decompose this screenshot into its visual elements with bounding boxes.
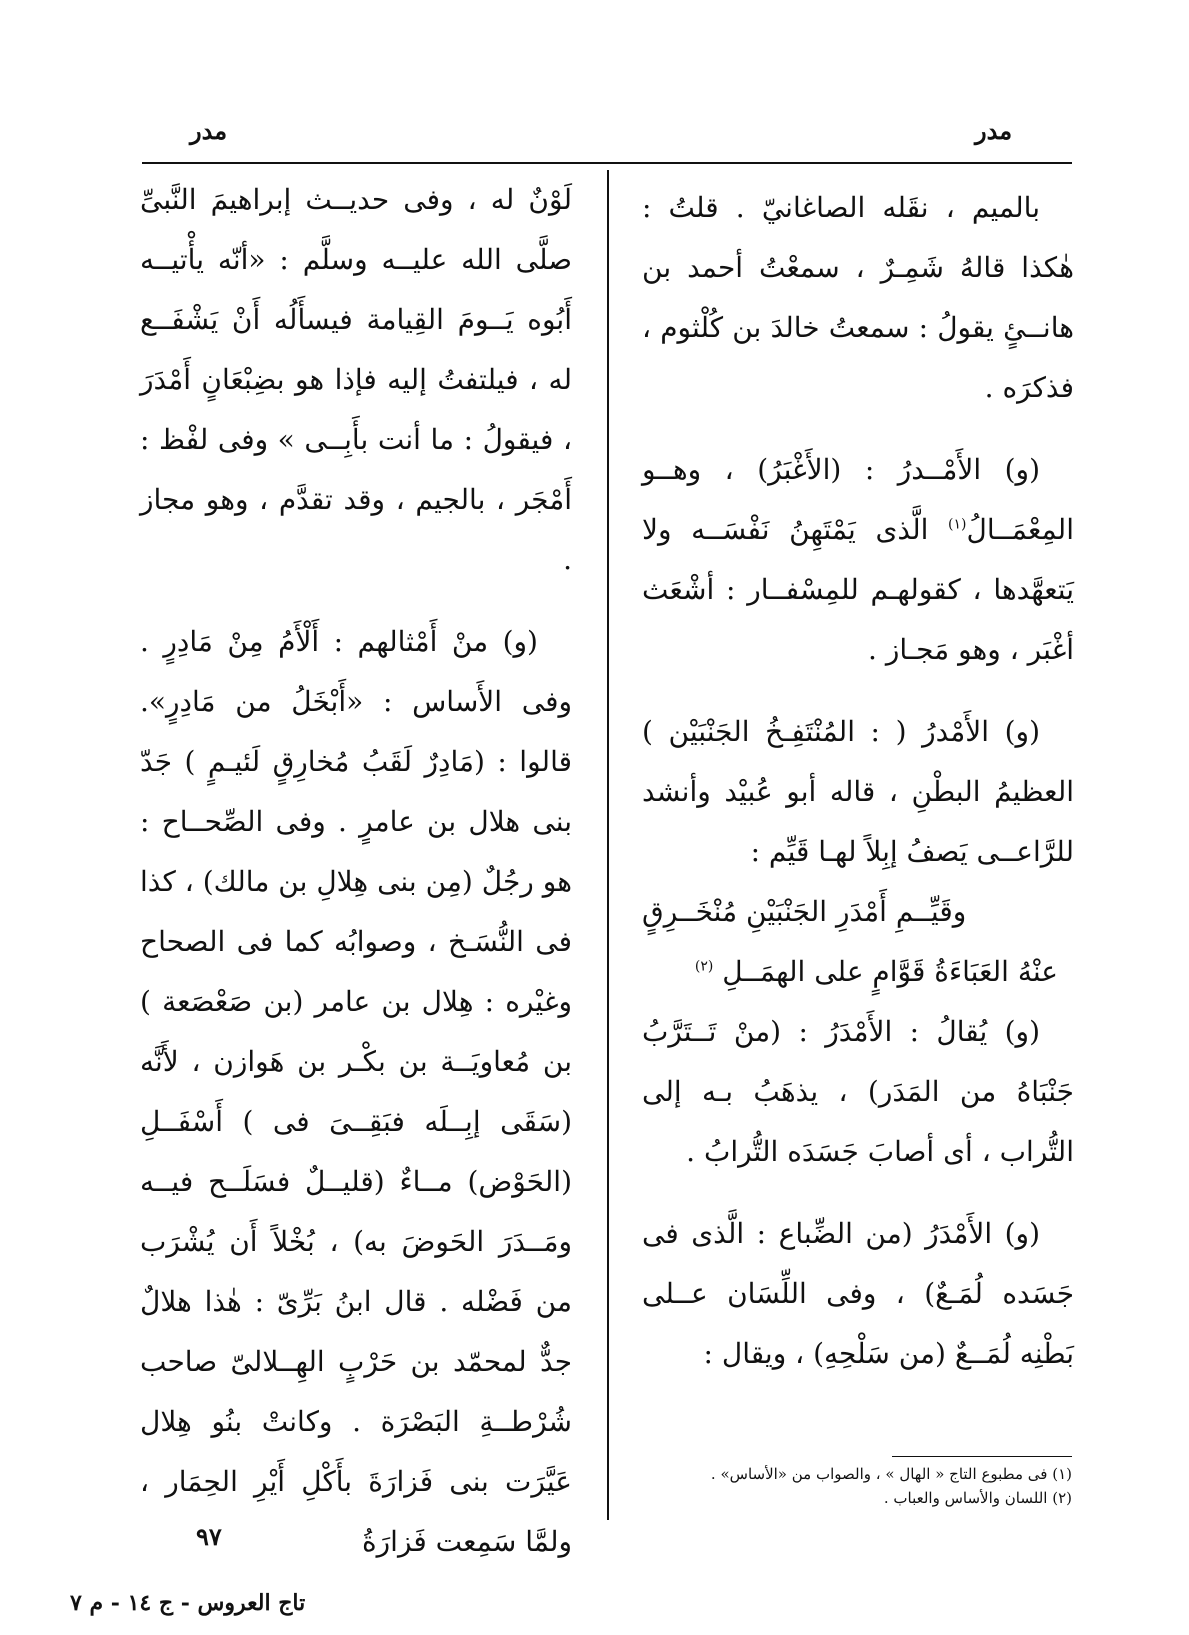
- paragraph-hadith-ibrahim: لَوْنٌ له ، وفى حديــث إبراهيمَ النَّبىِّ صلَّى الله عليــه وسلَّم : «أنّه يأْتيــه أَبُوه يَــومَ القِيامة فيسأَلُه أَنْ يَشْفَــع له ، فيلتفتُ إليه فإذا هو بضِبْعَانٍ أَمْدَرَ ، فيقولُ : ما أنت بأَبِــى » وفى لفْظ : أَمْجَر ، بالجيم ، وقد تقدَّم ، وهو مجاز .: [140, 183, 572, 576]
- entry-text: (و) الأَمْــدرُ : (الأَغْبَرُ) ، وهــو المِعْمَــالُ: [642, 453, 1074, 546]
- footnote-rule: [892, 1456, 1072, 1457]
- page-number: ٩٧: [196, 1522, 222, 1551]
- paragraph-bilmim: بالميم ، نقَله الصاغانيّ . قلتُ : هٰكذا قالهُ شَمِـرٌ ، سمعْتُ أحمد بن هانــئٍ يقولُ : سمعتُ خالدَ بن كُلْثوم ، فذكرَه .: [642, 191, 1074, 404]
- footnote-1: (١) فى مطبوع التاج « الهال » ، والصواب من «الأساس» .: [710, 1465, 1072, 1483]
- paragraph-min-tatarrab: (و) يُقالُ : الأَمْدَرُ : (منْ تَــتَرَّبُ جَنْبَاهُ من المَدَر) ، يذهَبُ بـه إلى التُّراب ، أى أصابَ جَسَدَه التُّرابُ .: [642, 1015, 1074, 1168]
- paragraph-gap: [140, 590, 572, 612]
- poem-hemistich-1: وقَيِّــمِ أَمْدَرِ الجَنْبَيْنِ مُنْخَــرِقٍ: [642, 895, 967, 928]
- paragraph-al-amdar-aghbar: [642, 440, 1074, 680]
- paragraph-gap: [642, 1182, 1074, 1204]
- paragraph-min-al-dhiba: (و) الأَمْدَرُ (من الضِّباع : الَّذى فى جَسَده لُمَـعٌ) ، وفى اللِّسَان عــلى بَطْنِه لُمَــعٌ (من سَلْحِهِ) ، ويقال :: [642, 1217, 1074, 1370]
- footnote-ref-2[interactable]: (٢): [694, 958, 714, 975]
- right-column: [642, 178, 1074, 1384]
- paragraph-al-amdar-muntafikh: (و) الأَمْدرُ ( : المُنْتَفِـخُ الجَنْبَيْن ) العظيمُ البطْنِ ، قاله أبو عُبيْد وأنشد للرَّاعــى يَصفُ إبِلاً لهـا قَيِّم :: [642, 715, 1074, 868]
- poem-hemistich-2-text: عنْهُ العَبَاءَةُ قَوَّامٍ على الهمَــلِ: [722, 955, 1058, 988]
- running-head-right: مدر: [975, 116, 1013, 145]
- paragraph-gap: [642, 680, 1074, 702]
- paragraph-gap: [642, 418, 1074, 440]
- header-rule: [142, 162, 1072, 164]
- poem-hemistich-2: [642, 942, 1074, 1002]
- footnote-ref-1[interactable]: (١): [948, 516, 967, 533]
- entry-text-continued: الَّذى يَمْتَهِنُ نَفْسَــه ولا يَتعهَّدها ، كقولهـم للمِسْفــار : أشْعَث أغْبَر ، وهو مَجـاز .: [642, 513, 1074, 666]
- signature-line: تاج العروس - ج ١٤ - م ٧: [70, 1590, 306, 1616]
- paragraph-amthal-madir: (و) منْ أَمْثالهم : أَلْأَمُ مِنْ مَادِرٍ . وفى الأَساس : «أَبْخَلُ من مَادِرٍ». قالوا : (مَادِرٌ لَقَبُ مُخارِقٍ لَئيـمٍ ) جَدّ بنى هلال بن عامرٍ . وفى الصِّحــاح : هو رجُلٌ (مِن بنى هِلالِ بن مالك) ، كذا فى النُّسَـخ ، وصوابُه كما فى الصحاح وغيْره : هِلال بن عامر (بن صَعْصَعة ) بن مُعاويَــة بن بكْـر بن هَوازن ، لأَنَّه (سَقَى إبِــلَه فبَقِــىَ فى ) أَسْفَــلِ (الحَوْض) مــاءٌ (قليــلٌ فسَلَــح فيــه ومَــدَرَ الحَوضَ به) ، بُخْلاً أَن يُشْرَب من فَضْله . قال ابنُ بَرِّىّ : هٰذا هلالٌ جدٌّ لمحمّد بن حَرْبٍ الهِــلالىّ صاحب شُرْطــةِ البَصْرَة . وكانتْ بنُو هِلال عَيَّرَت بنى فَزارَةَ بأَكْلِ أَيْرِ الحِمَار ، ولمَّا سَمِعت فَزارَةُ: [140, 625, 572, 1558]
- footnote-2: (٢) اللسان والأساس والعباب .: [883, 1489, 1072, 1507]
- footnotes: [640, 1462, 1072, 1510]
- running-head-left: مدر: [190, 116, 228, 145]
- column-divider: [607, 170, 609, 1520]
- left-column: [140, 170, 572, 1572]
